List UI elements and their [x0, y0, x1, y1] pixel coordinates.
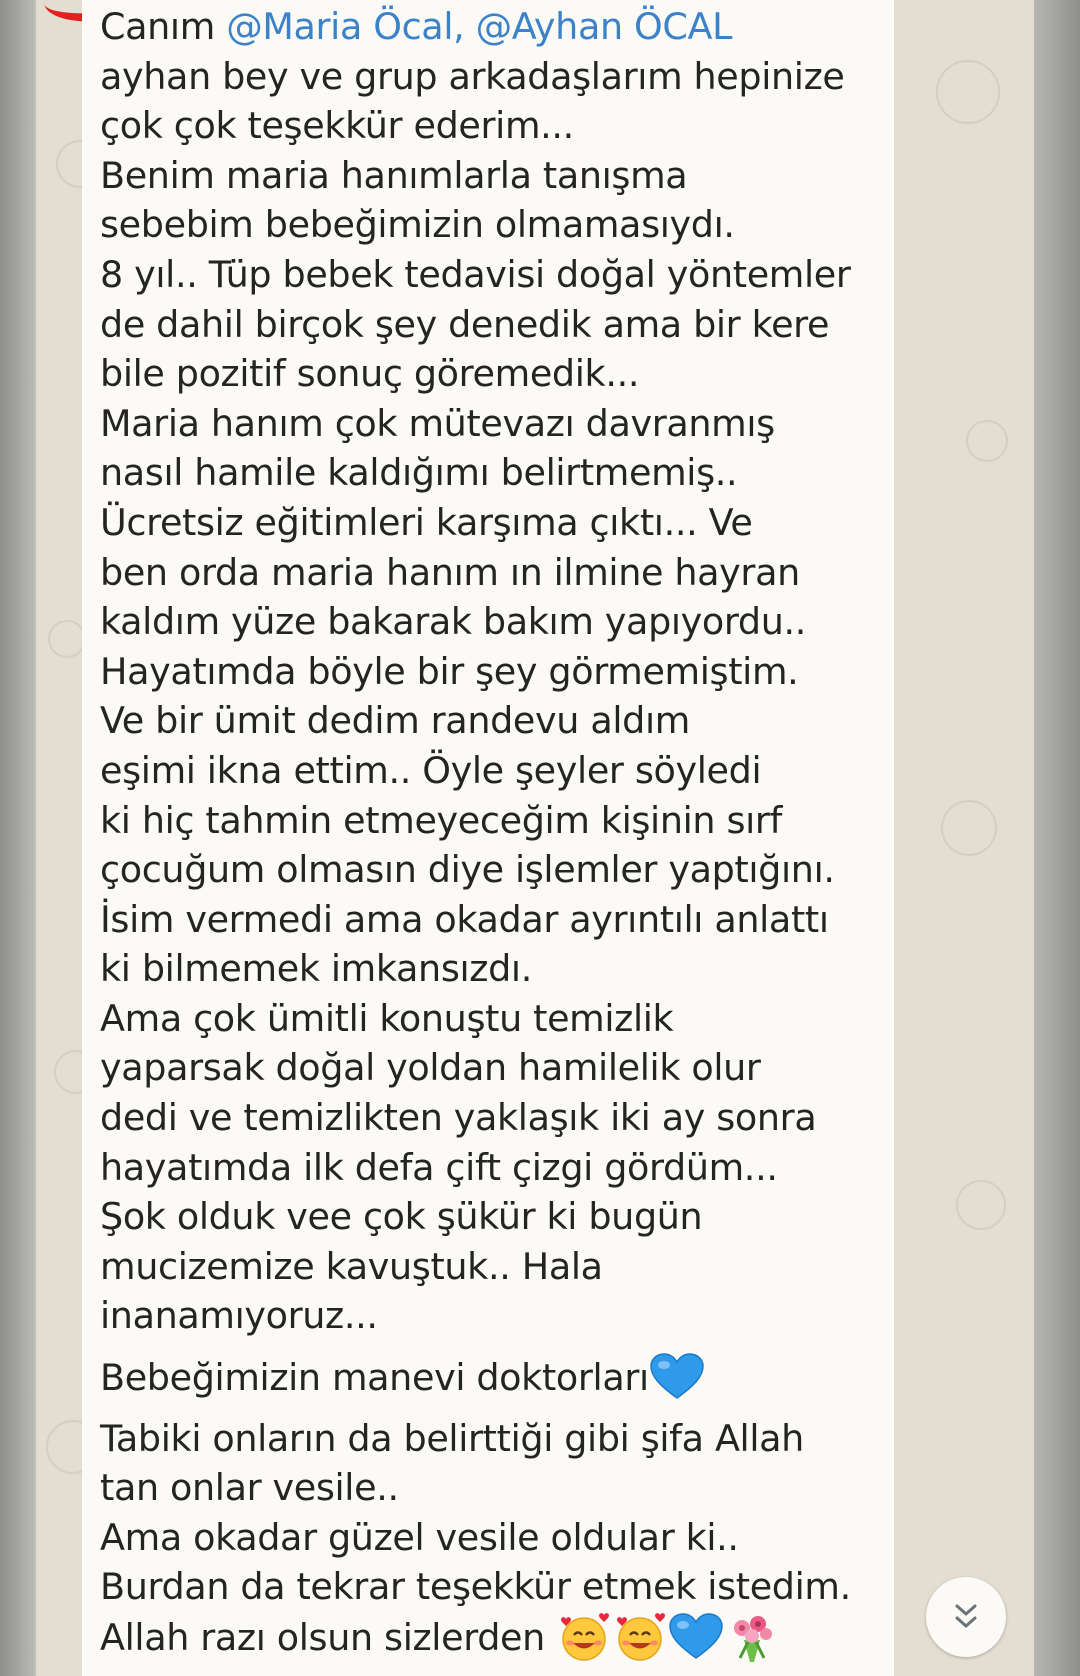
smiling-face-with-hearts-icon	[612, 1612, 668, 1662]
message-line: Allah razı olsun sizlerden	[100, 1616, 557, 1659]
message-line: ben orda maria hanım ın ilmine hayran	[100, 550, 800, 594]
mention-maria[interactable]: @Maria Öcal	[226, 5, 454, 48]
message-line: 8 yıl.. Tüp bebek tedavisi doğal yöntemler	[100, 252, 851, 296]
message-line: eşimi ikna ettim.. Öyle şeyler söyledi	[100, 748, 762, 792]
message-line: hayatımda ilk defa çift çizgi gördüm...	[100, 1145, 778, 1189]
message-line: tan onlar vesile..	[100, 1466, 399, 1510]
message-line: Ücretsiz eğitimleri karşıma çıktı... Ve	[100, 500, 753, 544]
message-line: ki hiç tahmin etmeyeceğim kişinin sırf	[100, 798, 783, 842]
message-line: Hayatımda böyle bir şey görmemiştim.	[100, 649, 799, 693]
paragraph-gap	[100, 1403, 890, 1414]
blue-heart-icon	[649, 1352, 705, 1402]
message-line: sebebim bebeğimizin olmamasıydı.	[100, 203, 735, 247]
message-line: Ama çok ümitli konuştu temizlik	[100, 996, 674, 1040]
message-line: Maria hanım çok mütevazı davranmış	[100, 401, 775, 445]
message-line: çok çok teşekkür ederim...	[100, 104, 574, 148]
mention-ayhan[interactable]: @Ayhan ÖCAL	[475, 5, 733, 48]
message-text	[100, 2, 890, 1663]
message-line: İsim vermedi ama okadar ayrıntılı anlattı	[100, 897, 829, 941]
blue-heart-icon	[668, 1612, 724, 1662]
paragraph-gap	[100, 1341, 890, 1352]
smiling-face-with-hearts-icon	[556, 1612, 612, 1662]
bouquet-icon	[724, 1612, 780, 1662]
message-line: ayhan bey ve grup arkadaşlarım hepinize	[100, 54, 845, 98]
greeting-prefix: Canım	[100, 5, 227, 48]
double-chevron-down-icon	[946, 1597, 986, 1637]
message-line: nasıl hamile kaldığımı belirtmemiş..	[100, 451, 738, 495]
message-line: çocuğum olmasın diye işlemler yaptığını.	[100, 848, 835, 892]
message-line: yaparsak doğal yoldan hamilelik olur	[100, 1046, 761, 1090]
message-line: Tabiki onların da belirttiği gibi şifa Allah	[100, 1416, 804, 1460]
message-line: inanamıyoruz...	[100, 1294, 378, 1338]
message-line: kaldım yüze bakarak bakım yapıyordu..	[100, 600, 807, 644]
message-line: Benim maria hanımlarla tanışma	[100, 153, 688, 197]
message-line: Ve bir ümit dedim randevu aldım	[100, 699, 690, 743]
message-line: Burdan da tekrar teşekkür etmek istedim.	[100, 1565, 851, 1609]
message-line: de dahil birçok şey denedik ama bir kere	[100, 302, 830, 346]
message-line: mucizemize kavuştuk.. Hala	[100, 1244, 603, 1288]
message-line: Bebeğimizin manevi doktorları	[100, 1356, 649, 1400]
message-line: dedi ve temizlikten yaklaşık iki ay sonra	[100, 1096, 817, 1140]
message-line: Şok olduk vee çok şükür ki bugün	[100, 1195, 703, 1239]
message-line: ki bilmemek imkansızdı.	[100, 947, 532, 991]
message-line: Ama okadar güzel vesile oldular ki..	[100, 1515, 739, 1559]
message-line: bile pozitif sonuç göremedik...	[100, 352, 640, 396]
scroll-down-button[interactable]	[926, 1577, 1006, 1657]
mention-separator: ,	[453, 5, 476, 48]
